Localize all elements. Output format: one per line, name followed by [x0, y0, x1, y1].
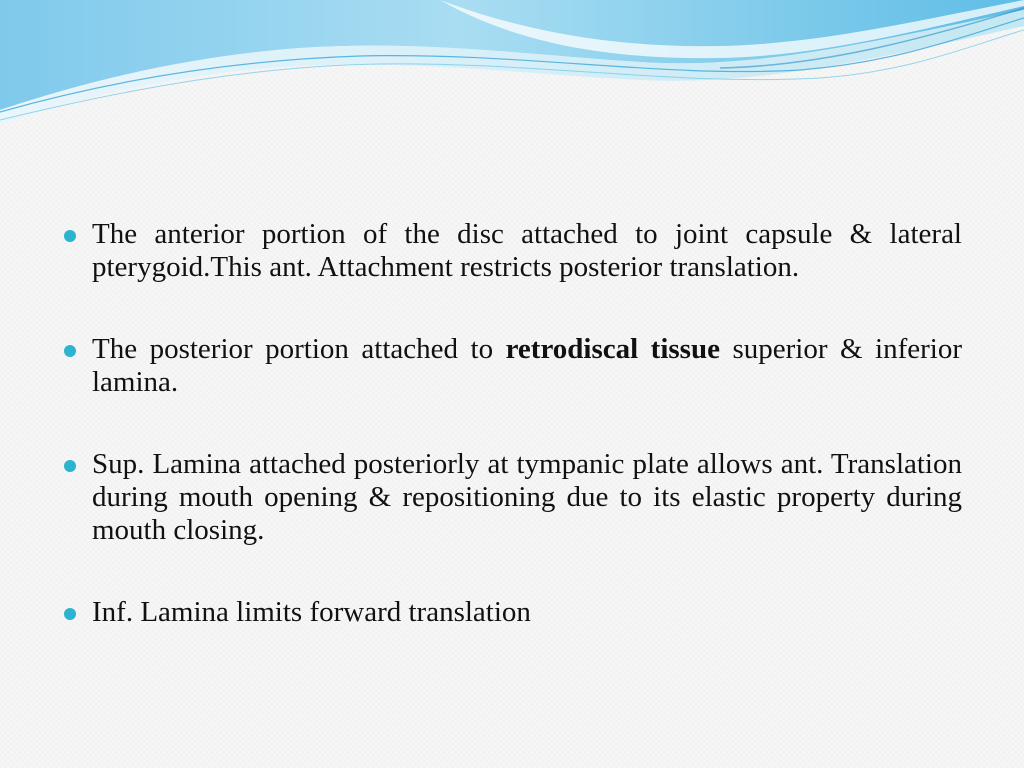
bullet-text-2-bold: retrodiscal tissue: [505, 333, 720, 365]
bullet-item-1: [60, 218, 962, 284]
bullet-dot-icon: [64, 345, 76, 357]
bullet-item-3: [60, 448, 962, 547]
bullet-list: [60, 218, 962, 629]
bullet-text-2-before: The posterior portion attached to: [92, 333, 506, 365]
bullet-dot-icon: [64, 608, 76, 620]
bullet-text-4: Inf. Lamina limits forward translation: [92, 596, 531, 628]
bullet-text-2-after: superior & inferior lamina.: [92, 333, 962, 398]
bullet-dot-icon: [64, 230, 76, 242]
bullet-item-2: [60, 333, 962, 399]
bullet-item-4: [60, 596, 962, 629]
bullet-text-3: Sup. Lamina attached posteriorly at tympanic plate allows ant. Translation during mouth opening & repositioning due to its elastic property during mouth closing.: [92, 448, 962, 546]
bullet-text-1: The anterior portion of the disc attached to joint capsule & lateral pterygoid.This ant. Attachment restricts posterior translation.: [92, 218, 962, 283]
header-wave-decoration: [0, 0, 1024, 130]
bullet-dot-icon: [64, 460, 76, 472]
